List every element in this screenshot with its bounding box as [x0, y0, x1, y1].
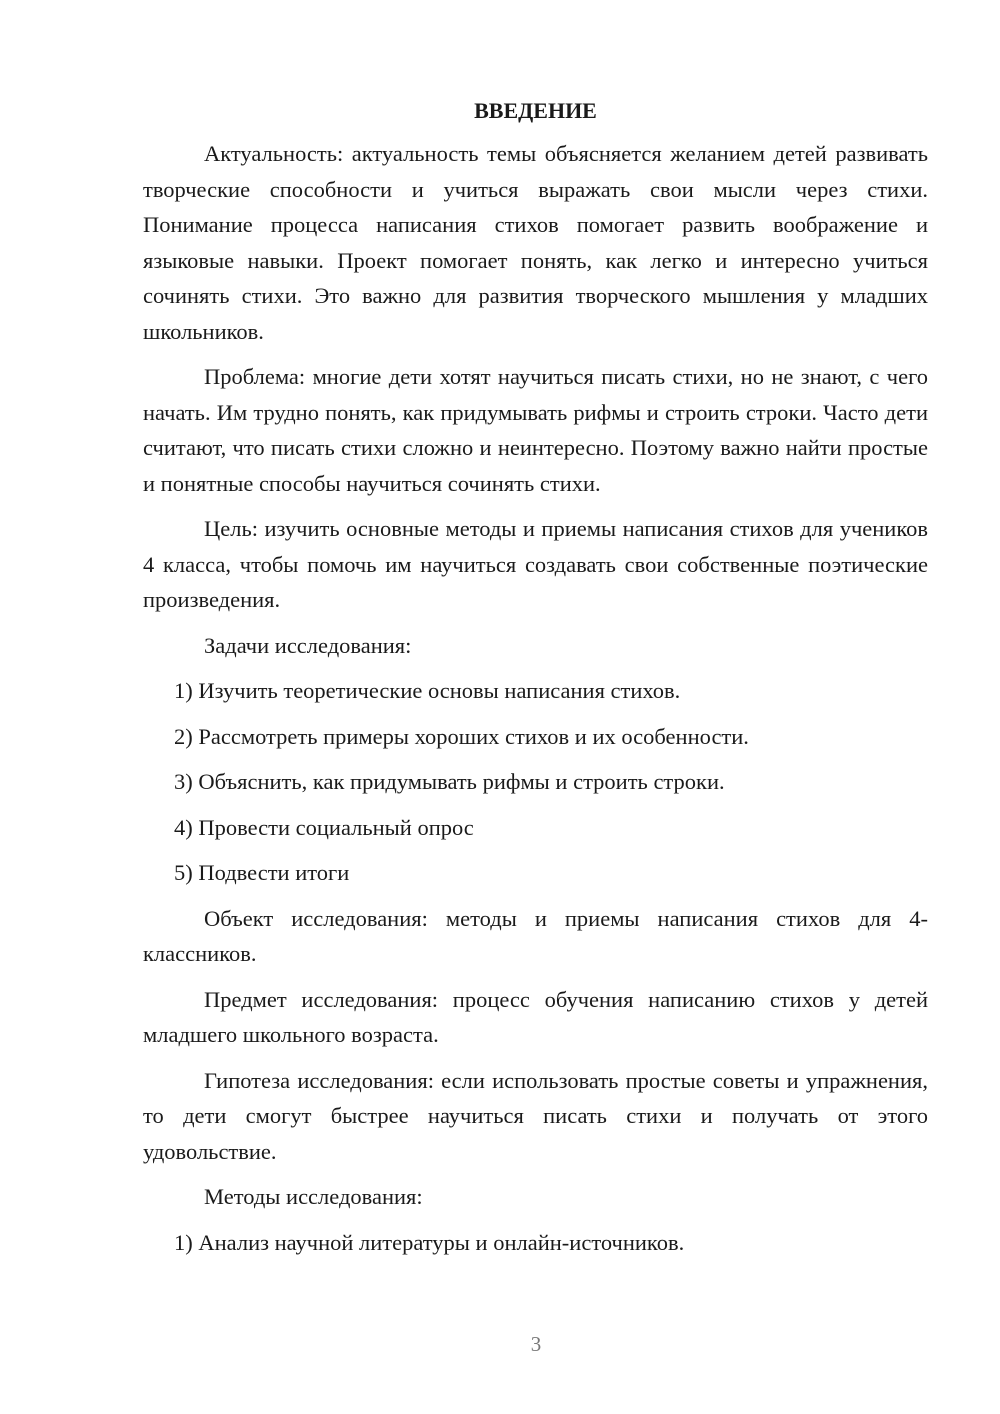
goal-paragraph: Цель: изучить основные методы и приемы написания стихов для учеников 4 класса, чтобы помочь им научиться создавать свои собственные поэтические произведения.	[143, 516, 928, 612]
task-item: 5) Подвести итоги	[174, 860, 350, 885]
page-number: 3	[530, 1332, 542, 1356]
object-paragraph: Объект исследования: методы и приемы написания стихов для 4-классников.	[143, 905, 928, 966]
hypothesis-paragraph: Гипотеза исследования: если использовать простые советы и упражнения, то дети смогут быстрее научиться писать стихи и получать от этого удовольствие.	[143, 1067, 928, 1164]
tasks-list	[143, 673, 928, 891]
problem-paragraph: Проблема: многие дети хотят научиться писать стихи, но не знают, с чего начать. Им трудно понять, как придумывать рифмы и строить строки. Часто дети считают, что писать стихи сложно и неинтересно. Поэтому важно найти простые и понятные способы научиться сочинять стихи.	[143, 364, 928, 496]
methods-list	[143, 1225, 928, 1261]
document-page	[143, 96, 928, 1270]
method-item: 1) Анализ научной литературы и онлайн-источников.	[174, 1229, 685, 1255]
subject-paragraph: Предмет исследования: процесс обучения написанию стихов у детей младшего школьного возраста.	[143, 986, 928, 1047]
task-item: 1) Изучить теоретические основы написания стихов.	[174, 678, 681, 703]
task-item: 3) Объяснить, как придумывать рифмы и строить строки.	[174, 769, 725, 794]
tasks-heading: Задачи исследования:	[204, 632, 412, 658]
task-item: 2) Рассмотреть примеры хороших стихов и их особенности.	[174, 723, 749, 749]
relevance-paragraph: Актуальность: актуальность темы объясняется желанием детей развивать творческие способности и учиться выражать свои мысли через стихи. Понимание процесса написания стихов помогает развить воображение и языковые навыки. Проект помогает понять, как легко и интересно учиться сочинять стихи. Это важно для развития творческого мышления у младших школьников.	[143, 141, 928, 344]
section-title: ВВЕДЕНИЕ	[474, 98, 597, 123]
task-item: 4) Провести социальный опрос	[174, 814, 474, 840]
methods-heading: Методы исследования:	[204, 1184, 423, 1209]
